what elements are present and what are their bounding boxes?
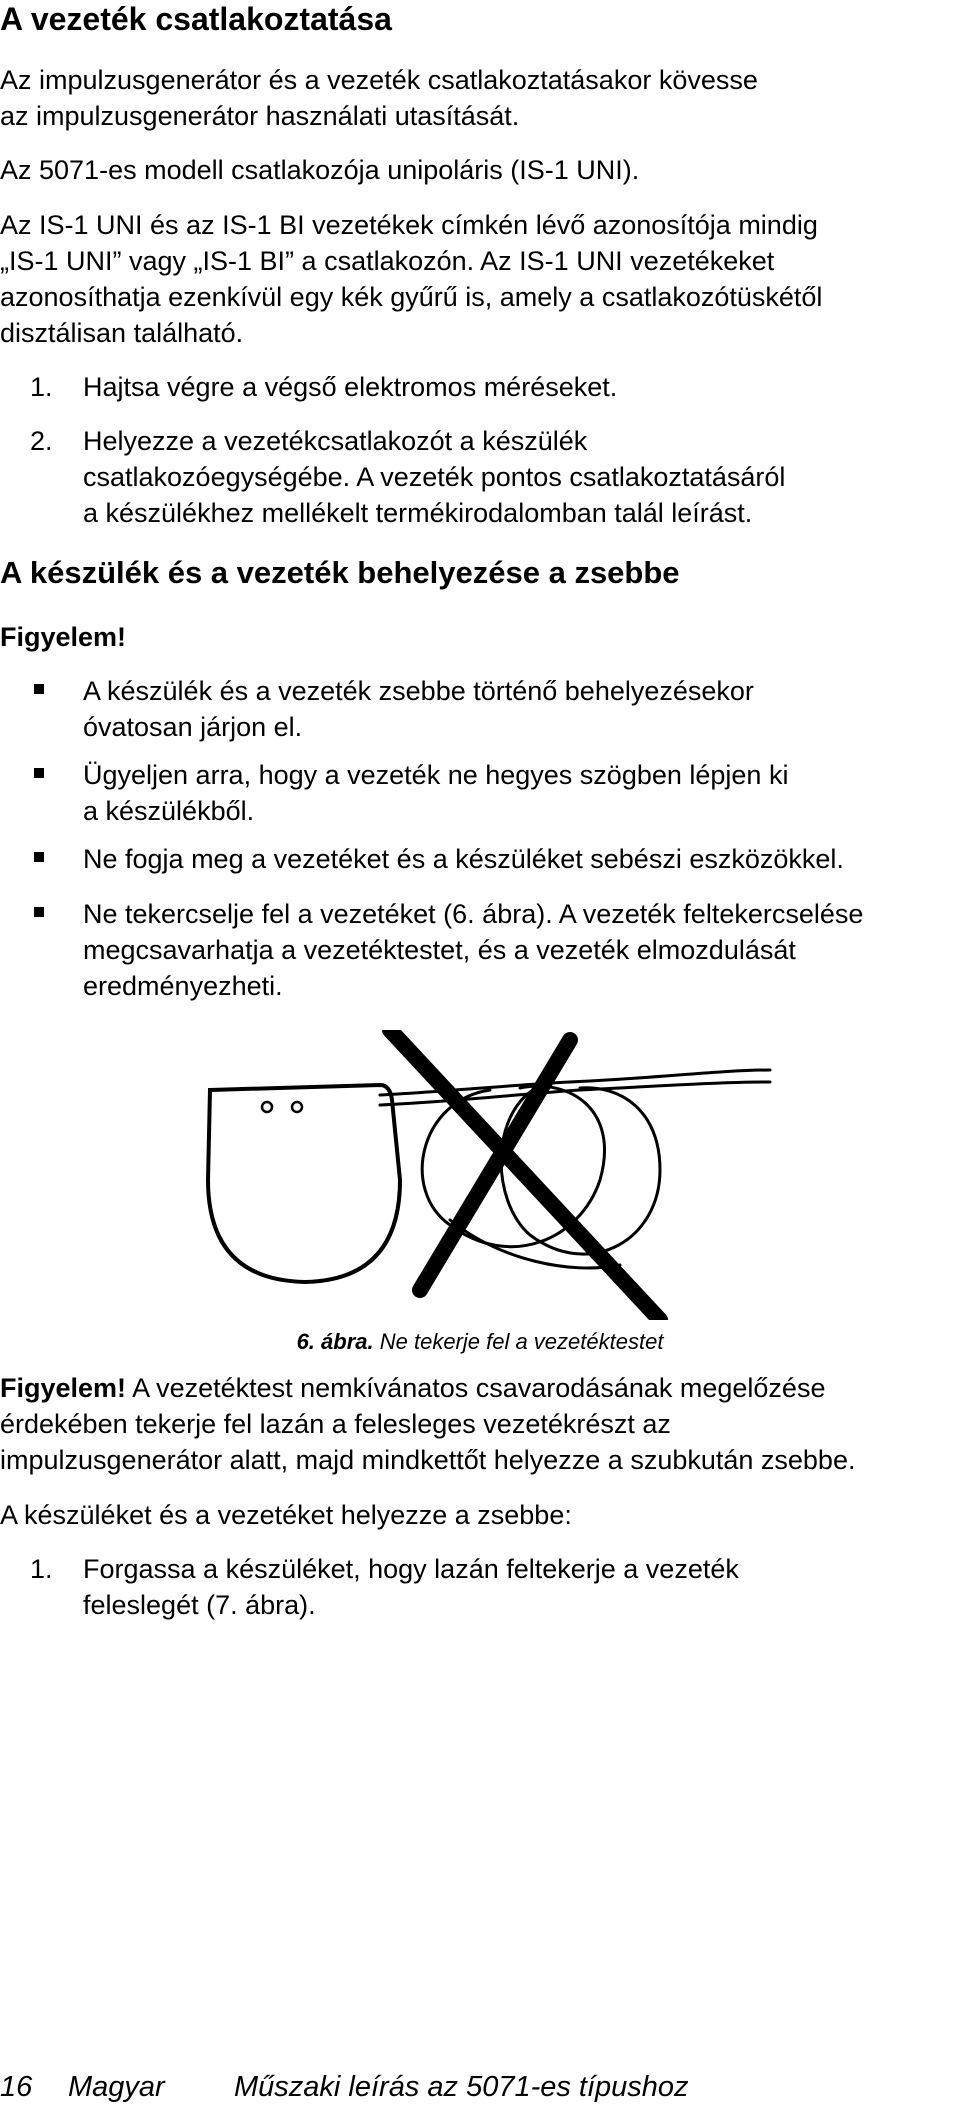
step-text: csatlakozóegységébe. A vezeték pontos csatlakoztatásáról <box>83 462 786 492</box>
step-text: feleslegét (7. ábra). <box>83 1590 316 1620</box>
figure-caption <box>0 1328 960 1356</box>
footer-page-number: 16 <box>0 2071 33 2103</box>
step-number: 2. <box>30 426 53 456</box>
section-heading-pocket-placement: A készülék és a vezeték behelyezése a zsebbe <box>0 555 680 590</box>
bullet-text: óvatosan járjon el. <box>83 712 303 742</box>
pulse-generator-body <box>208 1085 400 1282</box>
bullet-marker <box>34 907 44 917</box>
paragraph-connection-line2: az impulzusgenerátor használati utasítását. <box>0 101 520 131</box>
bullet-text: A készülék és a vezeték zsebbe történő behelyezésekor <box>83 676 754 706</box>
bullet-marker <box>34 684 44 694</box>
step-text: Hajtsa végre a végső elektromos méréseket. <box>83 372 618 402</box>
footer-document-title: Műszaki leírás az 5071-es típushoz <box>234 2071 689 2103</box>
paragraph-label-line2: „IS-1 UNI” vagy „IS-1 BI” a csatlakozón. Az IS-1 UNI vezetékeket <box>0 246 775 276</box>
warning-label: Figyelem! <box>0 622 127 652</box>
paragraph-connection-line1: Az impulzusgenerátor és a vezeték csatlakoztatásakor kövesse <box>0 65 758 95</box>
bullet-text: a készülékből. <box>83 796 255 826</box>
warning2-line1 <box>0 1370 960 1406</box>
paragraph-connector-type: Az 5071-es modell csatlakozója unipoláris (IS-1 UNI). <box>0 155 640 185</box>
bullet-text: eredményezheti. <box>83 971 283 1001</box>
paragraph-place-in-pocket: A készüléket és a vezetéket helyezze a zsebbe: <box>0 1500 572 1530</box>
warning2-line3: impulzusgenerátor alatt, majd mindkettőt helyezze a szubkután zsebbe. <box>0 1445 856 1475</box>
bullet-text: Ne tekercselje fel a vezetéket (6. ábra). A vezeték feltekercselése <box>83 899 864 929</box>
bullet-marker <box>34 852 44 862</box>
step-number: 1. <box>30 1554 53 1584</box>
figure-coiled-lead-crossed <box>190 1030 780 1320</box>
paragraph-label-line1: Az IS-1 UNI és az IS-1 BI vezetékek címkén lévő azonosítója mindig <box>0 210 818 240</box>
warning2-line2: érdekében tekerje fel lazán a felesleges vezetékrészt az <box>0 1409 671 1439</box>
connector-port <box>292 1102 302 1112</box>
step-text: Helyezze a vezetékcsatlakozót a készülék <box>83 426 588 456</box>
bullet-text: megcsavarhatja a vezetéktestet, és a vezeték elmozdulását <box>83 935 796 965</box>
paragraph-label-line4: disztálisan található. <box>0 318 244 348</box>
warning2-text: A vezetéktest nemkívánatos csavarodásának megelőzése <box>132 1373 826 1403</box>
warning2-label: Figyelem! <box>0 1373 127 1403</box>
step-text: a készülékhez mellékelt termékirodalomban talál leírást. <box>83 498 753 528</box>
figure-caption-label: 6. ábra. <box>296 1329 374 1354</box>
paragraph-label-line3: azonosíthatja ezenkívül egy kék gyűrű is, amely a csatlakozótüskétől <box>0 282 823 312</box>
section-heading-lead-connection: A vezeték csatlakoztatása <box>0 1 392 37</box>
connector-port <box>262 1102 272 1112</box>
bullet-marker <box>34 768 44 778</box>
footer-language: Magyar <box>68 2071 165 2103</box>
bullet-text: Ügyeljen arra, hogy a vezeték ne hegyes szögben lépjen ki <box>83 760 789 790</box>
step-text: Forgassa a készüléket, hogy lazán feltekerje a vezeték <box>83 1554 739 1584</box>
step-number: 1. <box>30 372 53 402</box>
figure-caption-text: Ne tekerje fel a vezetéktestet <box>379 1329 664 1354</box>
bullet-text: Ne fogja meg a vezetéket és a készüléket sebészi eszközökkel. <box>83 844 844 874</box>
